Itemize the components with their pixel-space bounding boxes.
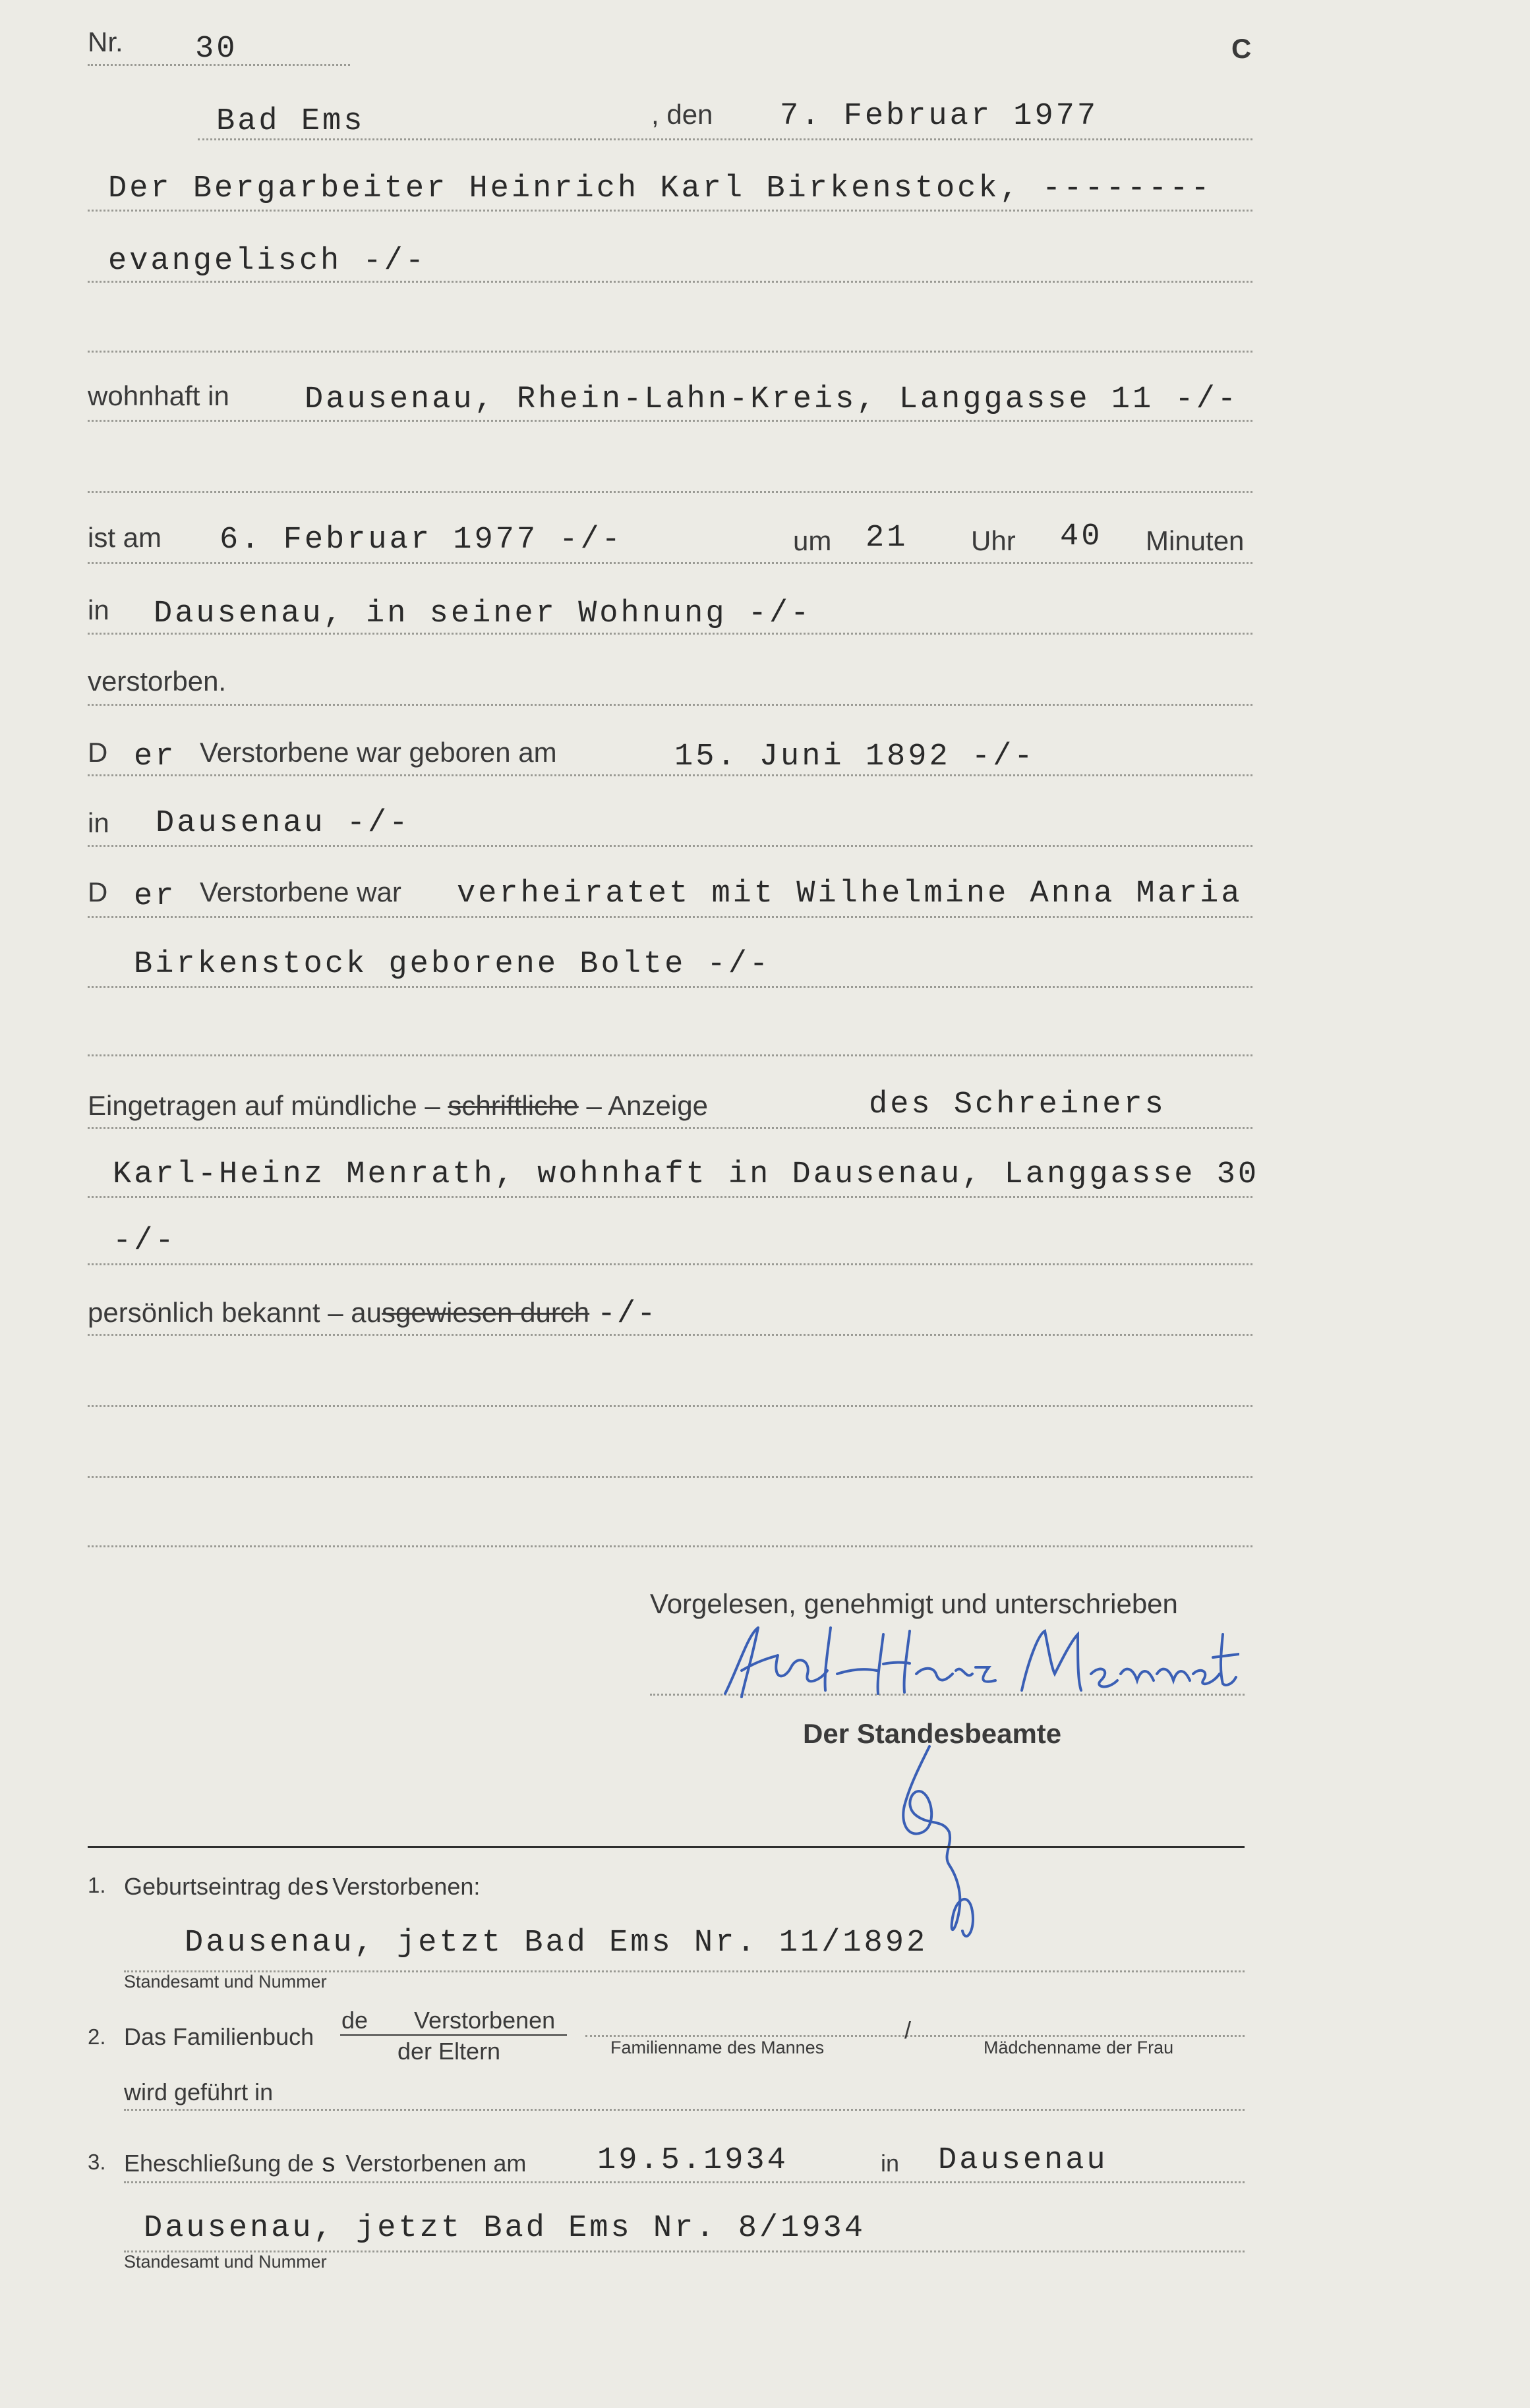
- person-line-1: Der Bergarbeiter Heinrich Karl Birkenstock, --------: [108, 171, 1212, 206]
- rule: [88, 562, 1252, 564]
- uhr-label: Uhr: [971, 525, 1016, 556]
- f1-label-a: Geburtseintrag de: [124, 1873, 314, 1900]
- f2-eltern: der Eltern: [397, 2038, 501, 2065]
- date-value: 7. Februar 1977: [780, 99, 1099, 134]
- rule: [88, 210, 1252, 212]
- standesamt-label-2: Standesamt und Nummer: [124, 2252, 327, 2272]
- rule: [585, 2035, 1245, 2037]
- rule: [88, 491, 1252, 493]
- rule: [88, 351, 1252, 353]
- rule: [88, 1196, 1252, 1198]
- nr-rule: [88, 64, 350, 66]
- f3-label-b: Verstorbenen am: [345, 2150, 527, 2177]
- f1-number: 1.: [88, 1873, 106, 1897]
- verstorben-label: verstorben.: [88, 666, 227, 697]
- residence-label: wohnhaft in: [88, 380, 229, 411]
- f2-slash: /: [904, 2017, 912, 2044]
- residence-value: Dausenau, Rhein-Lahn-Kreis, Langgasse 11 -/-: [305, 382, 1239, 417]
- f2-label: Das Familienbuch: [124, 2023, 314, 2050]
- birth-in-label: in: [88, 807, 109, 838]
- death-hour: 21: [866, 521, 908, 556]
- rule: [124, 2181, 1245, 2183]
- um-label: um: [793, 525, 832, 556]
- in-label: in: [88, 594, 109, 625]
- birth-text: Verstorbene war geboren am: [200, 737, 557, 768]
- divider: [88, 1846, 1245, 1848]
- rule: [88, 704, 1252, 706]
- rule: [88, 1054, 1252, 1056]
- rule: [88, 774, 1252, 776]
- report-value-3: -/-: [113, 1224, 177, 1259]
- f3-number: 3.: [88, 2150, 106, 2174]
- minuten-label: Minuten: [1146, 525, 1245, 556]
- f1-label-b: Verstorbenen:: [332, 1873, 481, 1900]
- report-struck: schriftliche: [448, 1090, 579, 1121]
- birth-place: Dausenau -/-: [156, 806, 411, 841]
- rule: [88, 1476, 1252, 1478]
- f2-mannes: Familienname des Mannes: [610, 2038, 825, 2057]
- f3-value: Dausenau, jetzt Bad Ems Nr. 8/1934: [144, 2211, 866, 2246]
- report-label: [88, 1090, 708, 1122]
- rule: [88, 1405, 1252, 1407]
- marital-value-2: Birkenstock geborene Bolte -/-: [134, 947, 771, 982]
- official-signature: [857, 1740, 989, 1951]
- identity-prefix: persönlich bekannt – au: [88, 1297, 382, 1328]
- rule: [88, 633, 1252, 635]
- register-letter: C: [1231, 33, 1252, 64]
- report-prefix: Eingetragen auf mündliche –: [88, 1090, 440, 1121]
- identity-label: [88, 1297, 657, 1332]
- report-suffix: – Anzeige: [586, 1090, 708, 1121]
- rule: [88, 1263, 1252, 1265]
- standesamt-label: Standesamt und Nummer: [124, 1972, 327, 1992]
- f2-frau: Mädchenname der Frau: [984, 2038, 1174, 2057]
- f3-label: [124, 2150, 526, 2180]
- identity-suffix: -/-: [597, 1297, 657, 1332]
- den-label: , den: [651, 99, 713, 130]
- closing-text: Vorgelesen, genehmigt und unterschrieben: [650, 1588, 1178, 1619]
- birth-date: 15. Juni 1892 -/-: [674, 739, 1036, 774]
- f2-fraction-bar: [340, 2034, 567, 2036]
- f2-number: 2.: [88, 2024, 106, 2049]
- death-date: 6. Februar 1977 -/-: [220, 523, 623, 558]
- f3-place: Dausenau: [938, 2143, 1108, 2178]
- informant-signature: [712, 1608, 1239, 1713]
- f2-de: de: [341, 2007, 368, 2034]
- birth-d-label: D: [88, 737, 108, 768]
- rule: [88, 845, 1252, 847]
- place-value: Bad Ems: [216, 104, 365, 139]
- official-title: Der Standesbeamte: [803, 1718, 1062, 1749]
- ist-am-label: ist am: [88, 522, 162, 553]
- f2-line-2: wird geführt in: [124, 2078, 274, 2106]
- f3-fill: s: [320, 2150, 339, 2180]
- report-value-2: Karl-Heinz Menrath, wohnhaft in Dausenau, Langgasse 30: [113, 1157, 1260, 1192]
- marital-d-fill: er: [134, 879, 177, 914]
- f2-verstorbenen: Verstorbenen: [414, 2007, 556, 2034]
- report-value-1: des Schreiners: [869, 1087, 1166, 1122]
- identity-struck: sgewiesen durch: [381, 1297, 590, 1328]
- f3-in: in: [881, 2150, 900, 2177]
- marital-d-label: D: [88, 876, 108, 907]
- nr-label: Nr.: [88, 26, 123, 57]
- rule: [124, 2109, 1245, 2111]
- rule: [88, 1127, 1252, 1129]
- f1-label: [124, 1873, 480, 1903]
- rule: [88, 1334, 1252, 1336]
- nr-value: 30: [195, 32, 238, 67]
- f3-label-a: Eheschließung de: [124, 2150, 314, 2177]
- f3-date: 19.5.1934: [597, 2143, 788, 2178]
- f1-fill: s: [314, 1874, 333, 1903]
- rule: [88, 1545, 1252, 1547]
- marital-value-1: verheiratet mit Wilhelmine Anna Maria: [457, 876, 1243, 911]
- rule: [198, 138, 1252, 140]
- f1-value: Dausenau, jetzt Bad Ems Nr. 11/1892: [185, 1926, 928, 1961]
- death-minute: 40: [1060, 519, 1103, 554]
- rule: [88, 420, 1252, 422]
- birth-d-fill: er: [134, 739, 177, 774]
- rule: [88, 986, 1252, 988]
- rule: [88, 281, 1252, 283]
- person-line-2: evangelisch -/-: [108, 244, 427, 279]
- rule: [88, 916, 1252, 918]
- marital-text: Verstorbene war: [200, 876, 401, 907]
- death-place: Dausenau, in seiner Wohnung -/-: [154, 596, 812, 631]
